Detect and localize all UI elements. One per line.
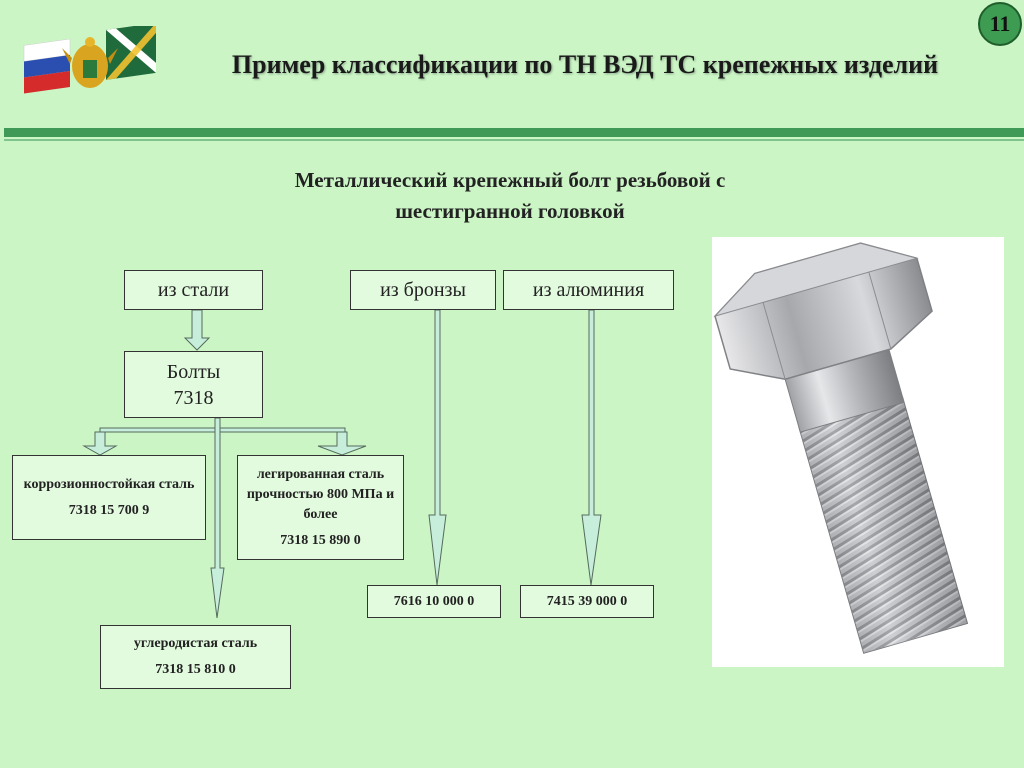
bolt-photo xyxy=(712,237,1004,667)
node-bronze-label: из бронзы xyxy=(380,278,466,301)
arrow-aluminium-to-code xyxy=(582,310,601,585)
node-aluminium-code xyxy=(520,585,654,618)
slide-title: Пример классификации по ТН ВЭД ТС крепежных изделий xyxy=(231,50,939,79)
node-carbon-code: 7318 15 810 0 xyxy=(155,662,236,677)
node-stainless xyxy=(12,455,206,540)
node-stainless-label: коррозионностойкая сталь xyxy=(23,476,195,492)
arrow-bronze-to-code xyxy=(429,310,446,585)
slide-number-badge: 11 xyxy=(978,2,1022,46)
node-aluminium-code-text: 7415 39 000 0 xyxy=(546,593,628,609)
node-bronze-code-text: 7616 10 000 0 xyxy=(393,593,475,609)
node-alloyed-label: легированная сталь прочностью 800 МПа и более xyxy=(246,466,395,522)
node-steel-label: из стали xyxy=(157,278,230,301)
node-alloyed-code: 7318 15 890 0 xyxy=(280,532,361,548)
diagram-heading-line-1: Металлический крепежный болт резьбовой с xyxy=(294,168,726,192)
node-stainless-code: 7318 15 700 9 xyxy=(68,502,150,518)
node-bronze xyxy=(350,270,496,310)
branch-bar xyxy=(100,428,345,432)
arrow-to-carbon xyxy=(211,418,224,618)
node-bolts-label: Болты xyxy=(166,360,221,383)
arrow-steel-to-bolts xyxy=(185,310,209,350)
node-bolts xyxy=(124,351,263,418)
arrow-to-stainless xyxy=(84,432,116,455)
node-carbon-label: углеродистая сталь xyxy=(133,636,258,651)
node-bolts-code: 7318 xyxy=(173,386,214,409)
node-steel xyxy=(124,270,263,310)
node-aluminium xyxy=(503,270,674,310)
node-alloyed xyxy=(237,455,404,560)
node-aluminium-label: из алюминия xyxy=(532,278,645,301)
arrow-to-alloyed xyxy=(318,432,366,455)
node-carbon xyxy=(100,625,291,689)
diagram-heading-line-2: шестигранной головкой xyxy=(395,199,625,223)
node-bronze-code xyxy=(367,585,501,618)
